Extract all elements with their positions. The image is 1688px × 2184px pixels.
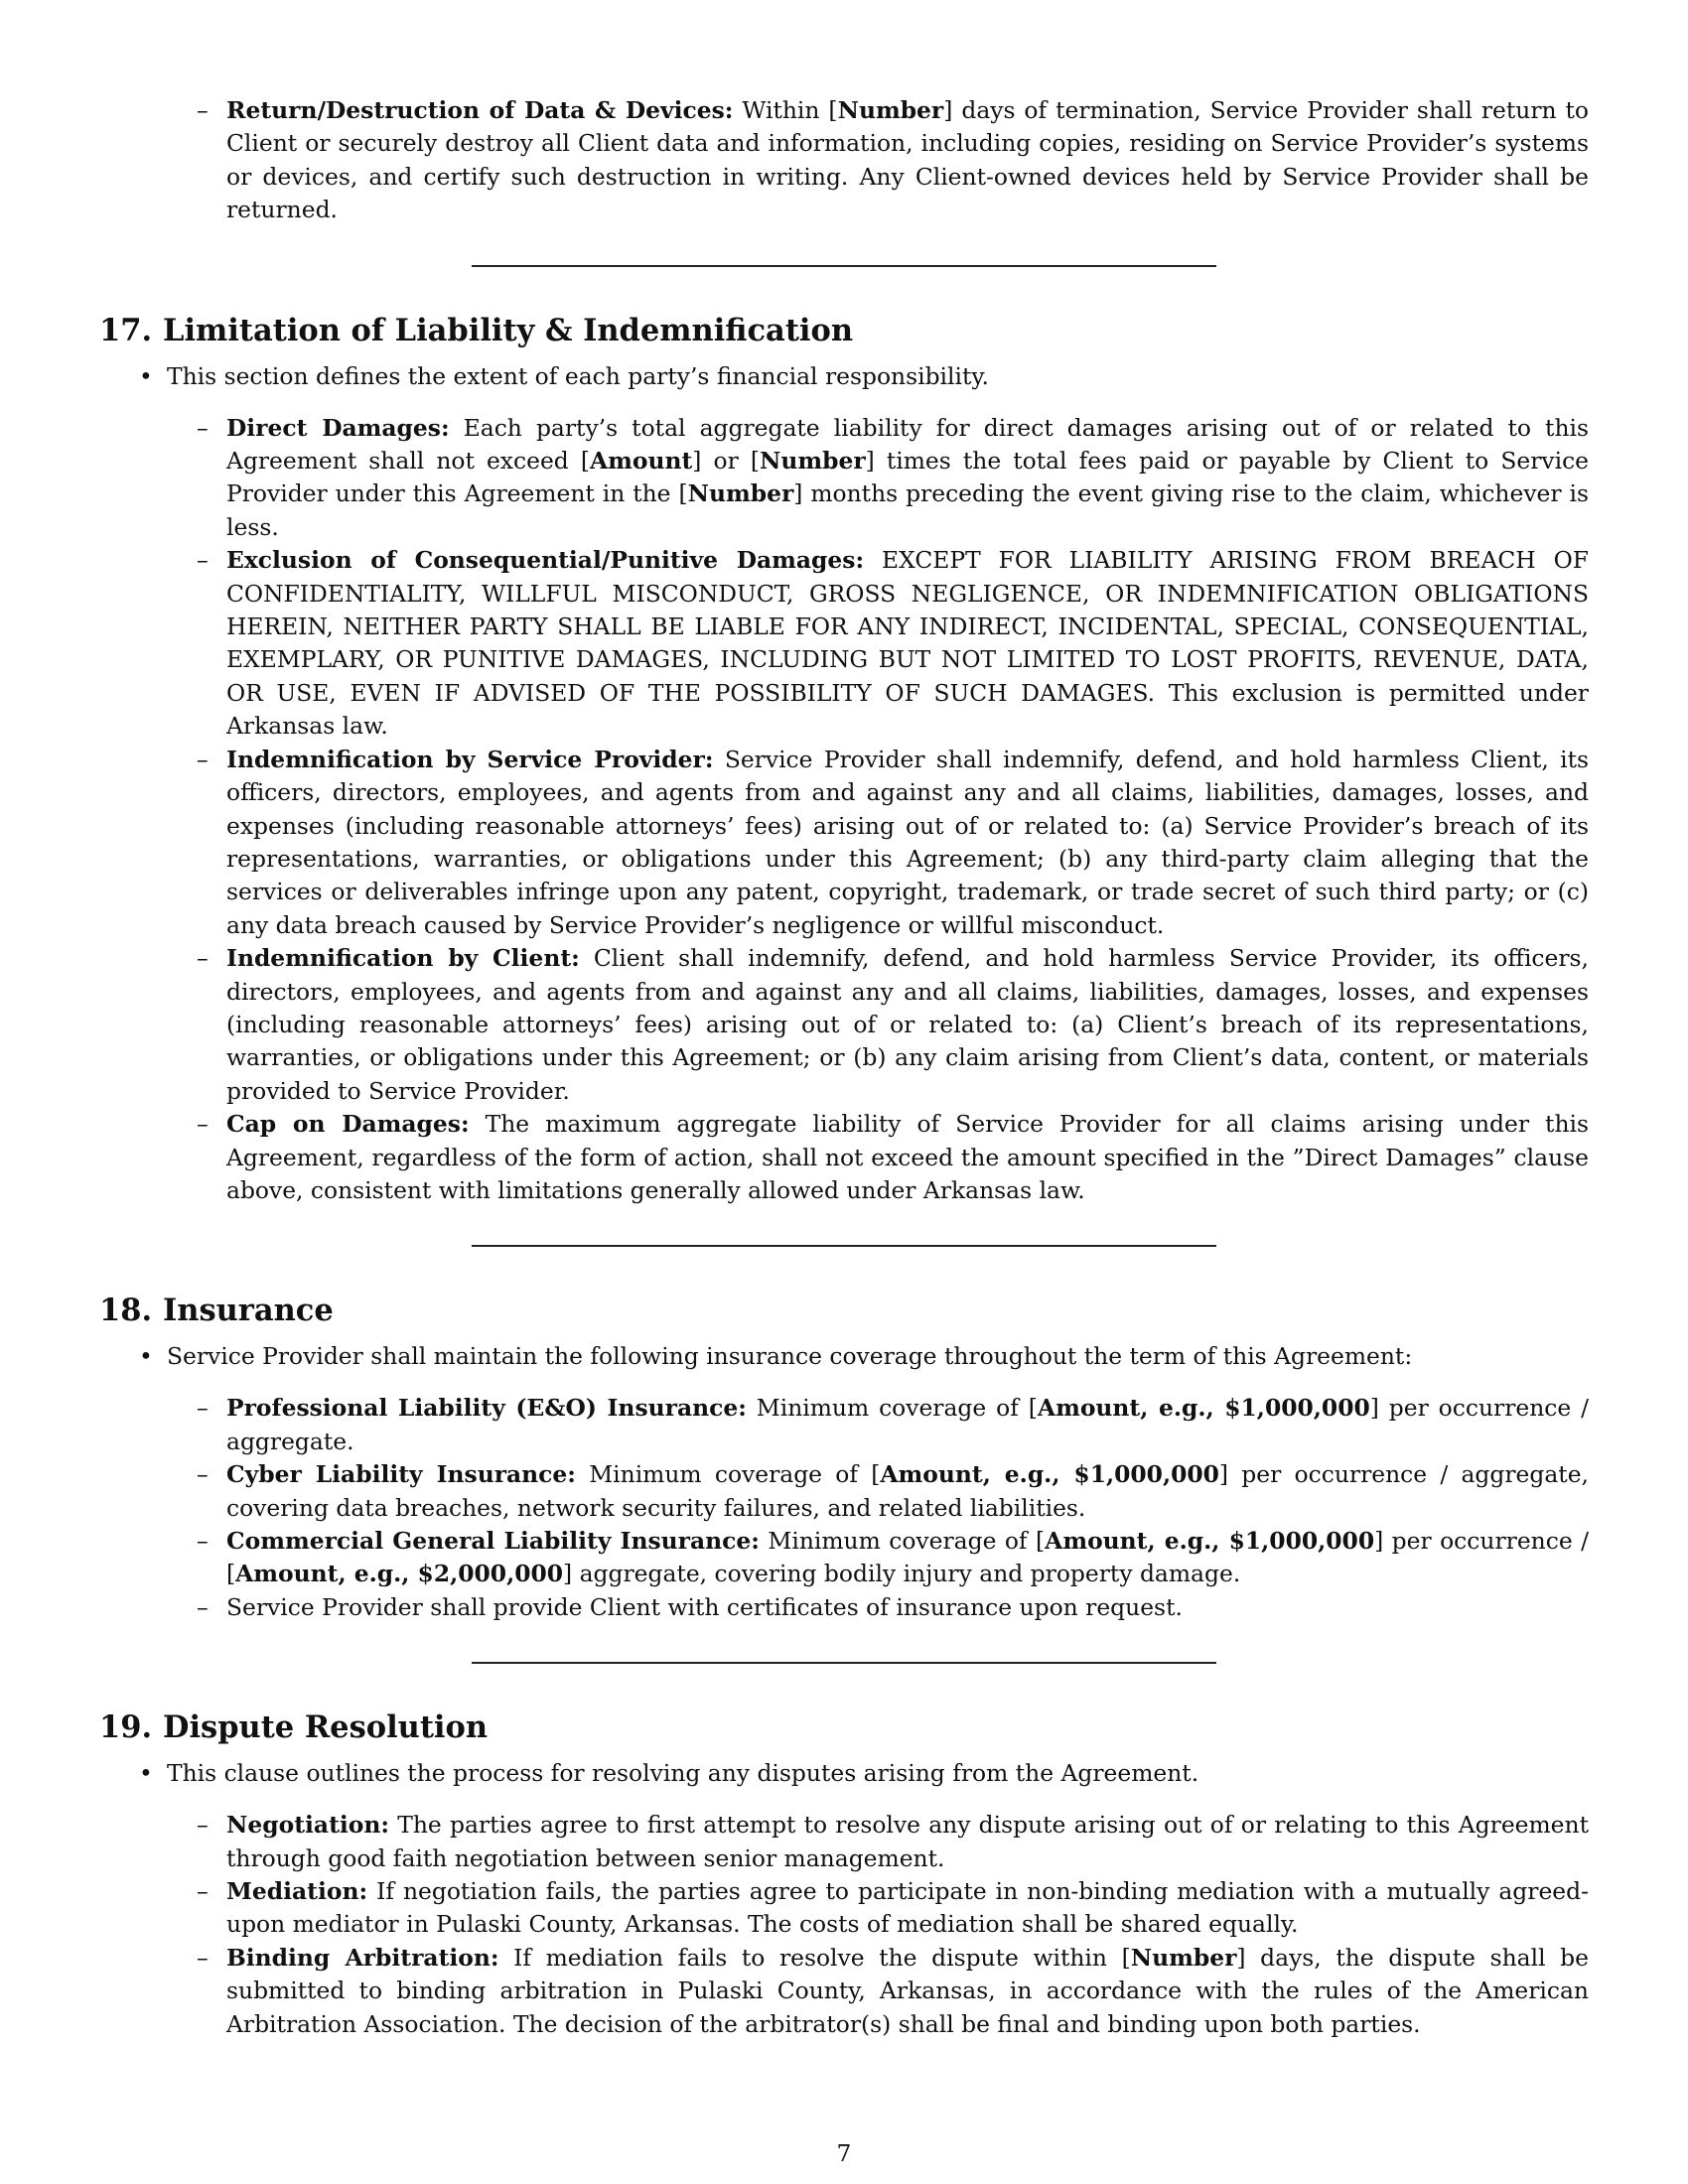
section-title: Limitation of Liability & Indemnification [163,312,854,348]
sub-item [197,94,1589,227]
bullet-dot: • [139,361,153,390]
item-text: Minimum coverage of [ [759,1527,1046,1555]
section-heading [99,311,1589,350]
item-text: Service Provider shall provide Client with certificates of insurance upon request. [226,1592,1183,1621]
section-heading [99,1291,1589,1330]
item-text: Within [ [733,96,838,124]
placeholder-field: Amount, e.g., $2,000,000 [235,1560,564,1588]
continued-item-list [197,94,1589,227]
dash-marker: – [197,745,209,773]
item-text: If mediation fails to resolve the dispute within [ [498,1943,1131,1972]
item-label: Indemnification by Service Provider: [226,745,714,773]
section-heading [99,1707,1589,1747]
placeholder-field: Amount [589,447,693,476]
sub-item [197,1108,1589,1207]
section-intro-text: This clause outlines the process for resolving any disputes arising from the Agreement. [167,1759,1199,1788]
section-divider [472,265,1216,267]
sub-item [197,1591,1589,1624]
dash-marker: – [197,413,209,442]
section-divider [472,1662,1216,1664]
placeholder-field: Number [687,479,794,508]
section-number: 19. [99,1709,153,1746]
item-text: If negotiation fails, the parties agree to participate in non-binding mediation with a mutually agreed-upon mediator in Pulaski County, Arkansas. The costs of mediation shall be shared equally. [226,1877,1589,1939]
section-number: 18. [99,1293,153,1329]
item-label: Commercial General Liability Insurance: [226,1527,760,1555]
section-intro [139,360,1589,393]
sub-item [197,1875,1589,1942]
document-body [99,94,1589,2041]
sub-item [197,1458,1589,1525]
dash-marker: – [197,1877,209,1906]
item-label: Mediation: [226,1877,368,1906]
bullet-dot: • [139,1759,153,1788]
item-text: EXCEPT FOR LIABILITY ARISING FROM BREACH OF CONFIDENTIALITY, WILLFUL MISCONDUCT, GROSS NEGLIGENCE, OR INDEMNIFICATION OBLIGATIONS HEREIN, NEITHER PARTY SHALL BE LIABLE FOR ANY INDIRECT, INCIDENTAL, SPECIAL, CONSEQUENTIAL, EXEMPLARY, OR PUNITIVE DAMAGES, INCLUDING BUT NOT LIMITED TO LOST PROFITS, REVENUE, DATA, OR USE, EVEN IF ADVISED OF THE POSSIBILITY OF SUCH DAMAGES. This exclusion is permitted under Arkansas law. [226,546,1589,741]
item-text: Minimum coverage of [ [746,1394,1038,1423]
section-intro-text: Service Provider shall maintain the following insurance coverage throughout the term of this Agreement: [167,1342,1413,1371]
dash-marker: – [197,1110,209,1139]
item-text: ] days, the dispute shall be submitted to binding arbitration in Pulaski County, Arkansas, in accordance with the rules of the American Arbitration Association. The decision of the arbitrator(s) shall be final and binding upon both parties. [226,1943,1589,2038]
item-label: Negotiation: [226,1811,389,1840]
item-label: Return/Destruction of Data & Devices: [226,96,734,124]
dash-marker: – [197,1527,209,1555]
placeholder-field: Amount, e.g., $1,000,000 [1045,1527,1375,1555]
section-divider [472,1245,1216,1247]
dash-marker: – [197,1592,209,1621]
item-text: ] days of termination, Service Provider shall return to Client or securely destroy all Client data and information, including copies, residing on Service Provider’s systems or devices, and certify such destruction in writing. Any Client-owned devices held by Service Provider shall be returned. [226,96,1589,224]
item-text: The parties agree to first attempt to resolve any dispute arising out of or relating to this Agreement through good faith negotiation between senior management. [226,1811,1589,1872]
sub-item [197,942,1589,1108]
item-label: Binding Arbitration: [226,1943,499,1972]
placeholder-field: Number [759,447,866,476]
dash-marker: – [197,1460,209,1489]
item-text: ] aggregate, covering bodily injury and property damage. [563,1560,1241,1588]
section-title: Insurance [163,1293,334,1329]
section-intro [139,1340,1589,1373]
item-text: ] times the total fees paid or payable by Client to Service Provider under this Agreement in the [ [226,447,1590,508]
placeholder-field: Amount, e.g., $1,000,000 [880,1460,1219,1489]
item-text: The maximum aggregate liability of Service Provider for all claims arising under this Agreement, regardless of the form of action, shall not exceed the amount specified in the ”Direct Damages” clause above, consistent with limitations generally allowed under Arkansas law. [226,1110,1589,1204]
sub-item-list [197,1392,1590,1624]
section-17 [99,311,1589,1208]
sub-item [197,1525,1589,1591]
section-title: Dispute Resolution [163,1709,489,1746]
item-label: Professional Liability (E&O) Insurance: [226,1394,747,1423]
page-number: 7 [836,2139,852,2167]
dash-marker: – [197,1811,209,1840]
section-intro [139,1757,1589,1790]
sub-item [197,412,1590,545]
item-label: Exclusion of Consequential/Punitive Damages: [226,546,865,575]
item-label: Indemnification by Client: [226,944,580,973]
section-18 [99,1291,1589,1624]
section-number: 17. [99,312,153,348]
placeholder-field: Number [837,96,944,124]
bullet-dot: • [139,1342,153,1371]
item-label: Cyber Liability Insurance: [226,1460,576,1489]
dash-marker: – [197,96,209,124]
dash-marker: – [197,546,209,575]
sub-item [197,544,1589,743]
item-label: Direct Damages: [226,413,450,442]
dash-marker: – [197,1943,209,1972]
item-text: Service Provider shall indemnify, defend, and hold harmless Client, its officers, directors, employees, and agents from and against any and all claims, liabilities, damages, losses, and expenses (including reasonable attorneys’ fees) arising out of or related to: (a) Service Provider’s breach of its representations, warranties, or obligations under this Agreement; (b) any third-party claim alleging that the services or deliverables infringe upon any patent, copyright, trademark, or trade secret of such third party; or (c) any data breach caused by Service Provider’s negligence or willful misconduct. [226,745,1589,939]
item-text: ] per occurrence / aggregate. [226,1394,1590,1455]
item-text: ] months preceding the event giving rise to the claim, whichever is less. [226,479,1589,541]
sub-item [197,1942,1589,2041]
item-text: ] per occurrence / aggregate, covering data breaches, network security failures, and related liabilities. [226,1460,1589,1522]
sub-item [197,1809,1589,1875]
dash-marker: – [197,1394,209,1423]
placeholder-field: Number [1130,1943,1237,1972]
item-text: Client shall indemnify, defend, and hold harmless Service Provider, its officers, directors, employees, and agents from and against any and all claims, liabilities, damages, losses, and expenses (including reasonable attorneys’ fees) arising out of or related to: (a) Client’s breach of its representations, warranties, or obligations under this Agreement; or (b) any claim arising from Client’s data, content, or materials provided to Service Provider. [226,944,1589,1105]
section-19 [99,1707,1589,2041]
sub-item [197,1392,1590,1458]
section-intro-text: This section defines the extent of each party’s financial responsibility. [167,361,989,390]
item-text: ] per occurrence / [ [226,1527,1589,1588]
item-text: Each party’s total aggregate liability for direct damages arising out of or related to this Agreement shall not exceed [ [226,413,1590,476]
item-label: Cap on Damages: [226,1110,470,1139]
sub-item-list [197,1809,1589,2041]
placeholder-field: Amount, e.g., $1,000,000 [1037,1394,1370,1423]
sub-item [197,744,1589,942]
dash-marker: – [197,944,209,973]
item-text: Minimum coverage of [ [575,1460,881,1489]
item-text: ] or [ [692,447,760,476]
sub-item-list [197,412,1590,1208]
